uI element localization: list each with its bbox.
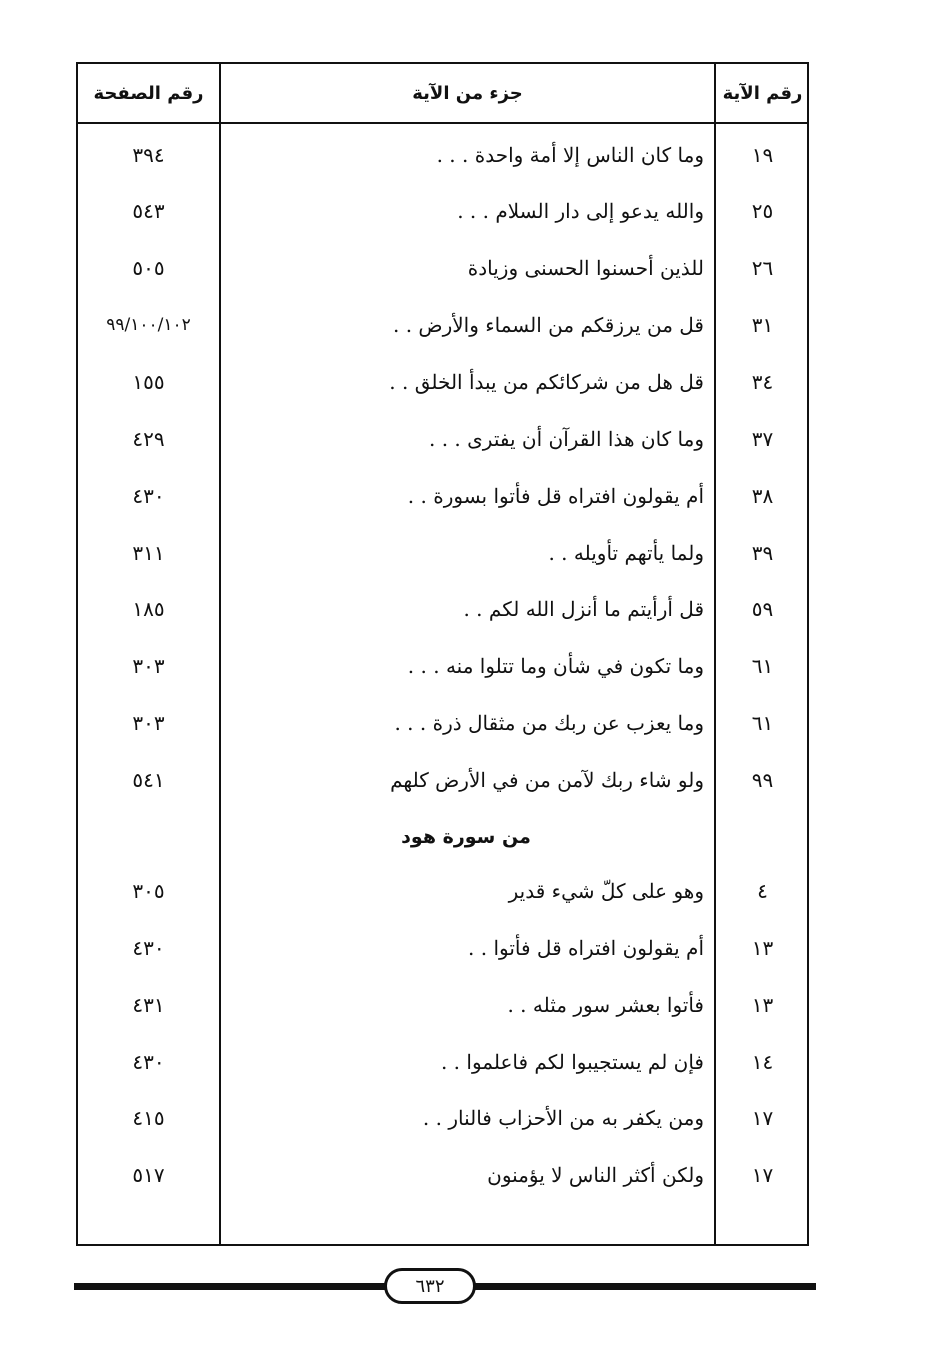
verse-cell: وما تكون في شأن وما تتلوا منه . . . — [407, 654, 704, 678]
page-cell: ٣٠٥ — [132, 879, 165, 903]
table-row — [78, 695, 807, 751]
page-cell: ١٥٥ — [132, 370, 165, 394]
ayah-cell: ٢٥ — [751, 199, 774, 223]
table-row — [78, 297, 807, 353]
verse-cell: أم يقولون افتراه قل فأتوا . . — [468, 936, 704, 960]
page-cell: ٥٤٣ — [132, 199, 165, 223]
table-row — [78, 581, 807, 637]
table-row — [78, 411, 807, 467]
verse-cell: فإن لم يستجيبوا لكم فاعلموا . . — [440, 1050, 704, 1074]
page-number-badge: ٦٣٢ — [384, 1268, 476, 1304]
page-cell: ٥٤١ — [132, 768, 165, 792]
table-row — [78, 863, 807, 919]
verse-cell: قل هل من شركائكم من يبدأ الخلق . . — [389, 370, 704, 394]
verse-cell: أم يقولون افتراه قل فأتوا بسورة . . — [407, 484, 704, 508]
table-row — [78, 920, 807, 976]
page-cell: ٥٠٥ — [132, 256, 165, 280]
table-row — [78, 638, 807, 694]
table-row — [78, 752, 807, 808]
page-cell: ٤٣٠ — [132, 1050, 165, 1074]
verse-cell: وما كان هذا القرآن أن يفترى . . . — [429, 427, 704, 451]
ayah-cell: ١٧ — [751, 1106, 774, 1130]
verse-cell: ولما يأتهم تأويله . . — [548, 541, 704, 565]
table-row — [78, 1034, 807, 1090]
verse-cell: ومن يكفر به من الأحزاب فالنار . . — [422, 1106, 704, 1130]
header-divider — [78, 122, 807, 124]
verse-cell: ولو شاء ربك لآمن من في الأرض كلهم — [390, 768, 704, 792]
ayah-cell: ٤ — [757, 879, 768, 903]
header-ayah-number: رقم الآية — [722, 82, 803, 104]
header-verse-part: جزء من الآية — [412, 82, 523, 104]
table-row — [78, 183, 807, 239]
table-row — [78, 354, 807, 410]
ayah-cell: ١٩ — [751, 143, 774, 167]
verse-cell: ولكن أكثر الناس لا يؤمنون — [487, 1163, 704, 1187]
ayah-cell: ١٣ — [751, 936, 774, 960]
ayah-cell: ٦١ — [751, 711, 774, 735]
ayah-cell: ٥٩ — [751, 597, 774, 621]
ayah-cell: ٩٩ — [751, 768, 774, 792]
page-cell: ٤٣٠ — [132, 936, 165, 960]
footer-rule-left — [74, 1283, 392, 1290]
page-cell: ٤٣٠ — [132, 484, 165, 508]
table-row — [78, 977, 807, 1033]
table-row — [78, 240, 807, 296]
verse-cell: فأتوا بعشر سور مثله . . — [507, 993, 704, 1017]
table-row — [78, 525, 807, 581]
verse-cell: قل من يرزقكم من السماء والأرض . . — [393, 313, 704, 337]
page-cell: ٩٩/١٠٠/١٠٢ — [106, 315, 191, 335]
table-row — [78, 1090, 807, 1146]
surah-section-title: من سورة هود — [401, 826, 531, 848]
ayah-cell: ١٤ — [751, 1050, 774, 1074]
ayah-cell: ٣٤ — [751, 370, 774, 394]
ayah-cell: ٢٦ — [751, 256, 774, 280]
ayah-cell: ٦١ — [751, 654, 774, 678]
table-row — [78, 127, 807, 183]
verse-cell: للذين أحسنوا الحسنى وزيادة — [467, 256, 704, 280]
footer-rule-right — [472, 1283, 816, 1290]
table-row — [78, 1147, 807, 1203]
verse-cell: قل أرأيتم ما أنزل الله لكم . . — [463, 597, 704, 621]
page-cell: ٣٠٣ — [132, 711, 165, 735]
header-page-number: رقم الصفحة — [93, 82, 204, 104]
page-cell: ٣١١ — [132, 541, 165, 565]
ayah-cell: ٣٧ — [751, 427, 774, 451]
ayah-cell: ١٧ — [751, 1163, 774, 1187]
page-cell: ٥١٧ — [132, 1163, 165, 1187]
page-cell: ٤٢٩ — [132, 427, 165, 451]
page-cell: ٣٠٣ — [132, 654, 165, 678]
ayah-cell: ٣٨ — [751, 484, 774, 508]
page-cell: ٣٩٤ — [132, 143, 165, 167]
ayah-cell: ٣١ — [751, 313, 774, 337]
table-row — [78, 468, 807, 524]
page-cell: ١٨٥ — [132, 597, 165, 621]
verse-cell: وما يعزب عن ربك من مثقال ذرة . . . — [394, 711, 704, 735]
verse-cell: وهو على كلّ شيء قدير — [508, 879, 704, 903]
page-cell: ٤٣١ — [132, 993, 165, 1017]
verse-cell: وما كان الناس إلا أمة واحدة . . . — [436, 143, 704, 167]
index-table — [76, 62, 809, 1246]
ayah-cell: ١٣ — [751, 993, 774, 1017]
verse-cell: والله يدعو إلى دار السلام . . . — [457, 199, 704, 223]
page-cell: ٤١٥ — [132, 1106, 165, 1130]
ayah-cell: ٣٩ — [751, 541, 774, 565]
